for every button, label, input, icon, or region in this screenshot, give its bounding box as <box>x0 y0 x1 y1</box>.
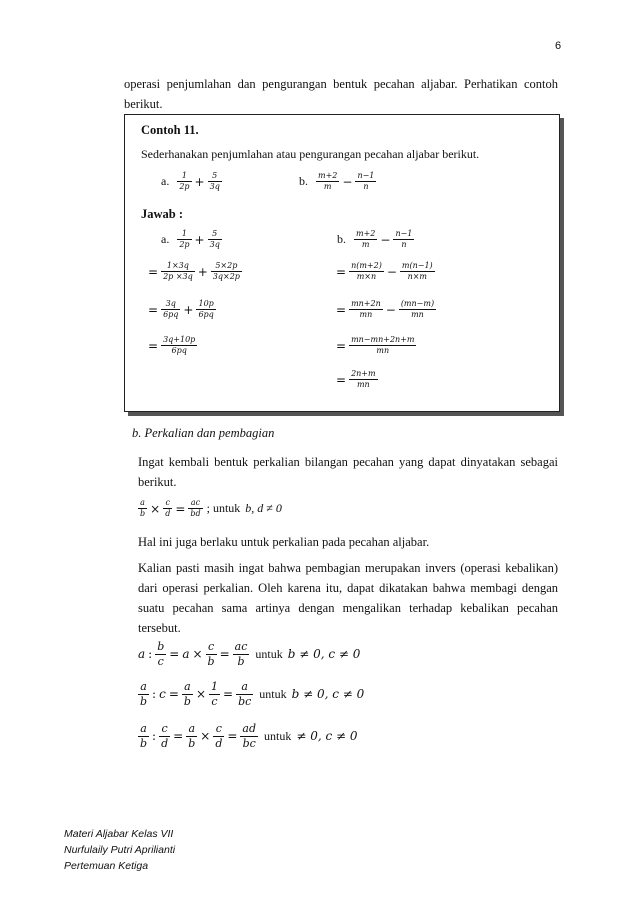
label-b: b. <box>299 174 308 188</box>
answer-b-step-3: = $\frac{mn-mn+2n+m}{mn}$ <box>336 335 415 355</box>
division-rule-2: $\frac{a}{b}$ : c = $\frac{a}{b}$ × $\frac{1}{c}$ = $\frac{a}{bc}$ untuk b ≠ 0, c ≠ 0 <box>140 680 365 708</box>
footer-line-2: Nurfulaily Putri Aprilianti <box>64 844 176 856</box>
answer-b-step-2: = $\frac{mn+2n}{mn}$ − $\frac{(mn-m)}{mn}$ <box>336 299 435 319</box>
page-number: 6 <box>555 40 562 52</box>
footer <box>64 826 175 874</box>
example-instruction: Sederhanakan penjumlahan atau pengurangan pecahan aljabar berikut. <box>141 147 480 161</box>
intro-paragraph <box>124 74 558 114</box>
problem-a: a. $\frac{1}{2p}$ + $\frac{5}{3q}$ <box>161 171 220 191</box>
answer-a-step-0: a. $\frac{1}{2p}$ + $\frac{5}{3q}$ <box>161 229 220 249</box>
footer-line-3: Pertemuan Ketiga <box>64 860 149 872</box>
jawab-label: Jawab : <box>141 207 184 221</box>
paragraph-3: Kalian pasti masih ingat bahwa pembagian merupakan invers (operasi kebalikan) dari operasi perkalian. Oleh karena itu, dapat dikatakan bahwa membagi dengan suatu pecahan sama artinya dengan mengalikan terhadap kebalikan pecahan tersebut. <box>138 561 558 635</box>
answer-a-step-1: = $\frac{1\times 3q}{2p \times 3q}$ + $\frac{5\times 2p}{3q\times 2p}$ <box>148 261 240 281</box>
example-box <box>124 114 560 412</box>
answer-a-step-3: = $\frac{3q+10p}{6pq}$ <box>148 335 196 355</box>
answer-b-step-1: = $\frac{n(m+2)}{m\times n}$ − $\frac{m(n-1)}{n\times m}$ <box>336 261 433 281</box>
answer-a-step-2: = $\frac{3q}{6pq}$ + $\frac{10p}{6pq}$ <box>148 299 214 319</box>
multiplication-rule: $\frac{a}{b}$ × $\frac{c}{d}$ = $\frac{ac}{bd}$ ; untuk b, d ≠ 0 <box>140 498 282 518</box>
paragraph-1: Ingat kembali bentuk perkalian bilangan pecahan yang dapat dinyatakan sebagai berikut. <box>138 455 558 489</box>
division-rule-1: a : $\frac{b}{c}$ = a × $\frac{c}{b}$ = $\frac{ac}{b}$ untuk b ≠ 0, c ≠ 0 <box>138 640 361 668</box>
footer-line-1: Materi Aljabar Kelas VII <box>64 828 174 840</box>
answer-b-step-4: = $\frac{2n+m}{mn}$ <box>336 369 376 389</box>
answer-b-step-0: b. $\frac{m+2}{m}$ − $\frac{n-1}{n}$ <box>337 229 413 249</box>
intro-line-1: operasi penjumlahan dan pengurangan bentuk pecahan aljabar. Perhatikan contoh <box>124 77 558 91</box>
example-title: Contoh 11. <box>141 123 199 137</box>
paragraph-2: Hal ini juga berlaku untuk perkalian pada pecahan aljabar. <box>138 535 430 549</box>
section-b-heading: b. Perkalian dan pembagian <box>132 426 275 440</box>
label-a: a. <box>161 174 170 188</box>
problem-b: b. $\frac{m+2}{m}$ − $\frac{n-1}{n}$ <box>299 171 375 191</box>
intro-line-2: berikut. <box>124 97 163 111</box>
division-rule-3: $\frac{a}{b}$ : $\frac{c}{d}$ = $\frac{a}{b}$ × $\frac{c}{d}$ = $\frac{ad}{bc}$ untuk ≠ 0, c ≠ 0 <box>140 722 358 750</box>
